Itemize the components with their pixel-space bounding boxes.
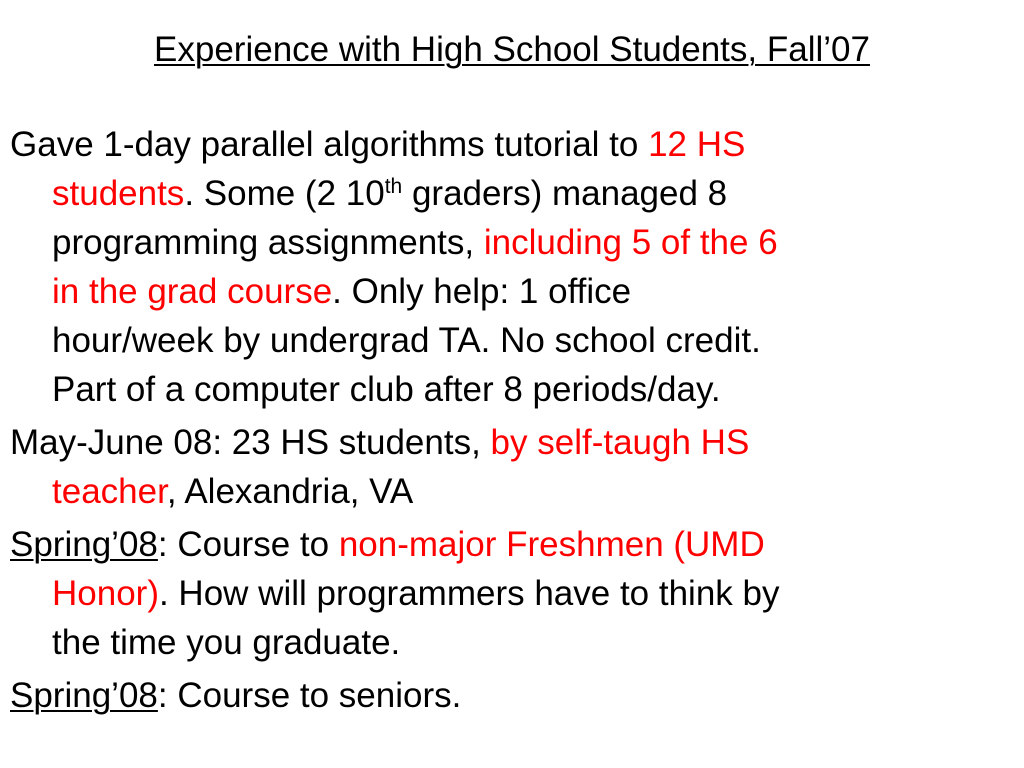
slide-body: [10, 120, 1000, 724]
highlight-text: Honor): [52, 574, 159, 613]
highlight-text: by self-taugh HS: [490, 423, 750, 462]
text-line: [10, 120, 1000, 169]
text-run: : Course to seniors.: [157, 676, 462, 715]
text-run: Gave 1-day parallel algorithms tutorial to: [10, 125, 649, 164]
slide-title: Experience with High School Students, Fall’07: [154, 30, 870, 69]
bullet-item-spring-seniors: [10, 671, 1000, 720]
text-run: the time you graduate.: [52, 623, 401, 662]
text-run: . Only help: 1 office: [332, 272, 632, 311]
superscript-text: th: [384, 175, 403, 198]
highlight-text: in the grad course: [52, 272, 333, 311]
text-line: [10, 569, 1000, 618]
text-line: [10, 418, 1000, 467]
text-line: [10, 671, 1000, 720]
highlight-text: students: [52, 174, 185, 213]
highlight-text: 12 HS: [648, 125, 746, 164]
highlight-text: including 5 of the 6: [483, 223, 778, 262]
text-line: [10, 467, 1000, 516]
bullet-item-may-june: [10, 418, 1000, 516]
text-run: . Some (2 10: [184, 174, 385, 213]
text-run: May-June 08: 23 HS students,: [10, 423, 491, 462]
text-line: [10, 267, 1000, 316]
text-line: [10, 618, 1000, 667]
underlined-term: Spring’08: [10, 525, 158, 564]
text-run: programming assignments,: [52, 223, 484, 262]
text-run: graders) managed 8: [402, 174, 728, 213]
text-line: [10, 316, 1000, 365]
text-line: [10, 218, 1000, 267]
highlight-text: teacher: [52, 472, 167, 511]
text-line: [10, 169, 1000, 218]
text-run: , Alexandria, VA: [166, 472, 414, 511]
highlight-text: non-major Freshmen (UMD: [338, 525, 765, 564]
bullet-item-tutorial: [10, 120, 1000, 414]
underlined-term: Spring’08: [10, 676, 158, 715]
bullet-item-spring-freshmen: [10, 520, 1000, 667]
text-run: . How will programmers have to think by: [158, 574, 780, 613]
text-run: Part of a computer club after 8 periods/day.: [52, 370, 721, 409]
text-run: hour/week by undergrad TA. No school credit.: [52, 321, 761, 360]
text-line: [10, 520, 1000, 569]
text-run: : Course to: [157, 525, 339, 564]
text-line: [10, 365, 1000, 414]
